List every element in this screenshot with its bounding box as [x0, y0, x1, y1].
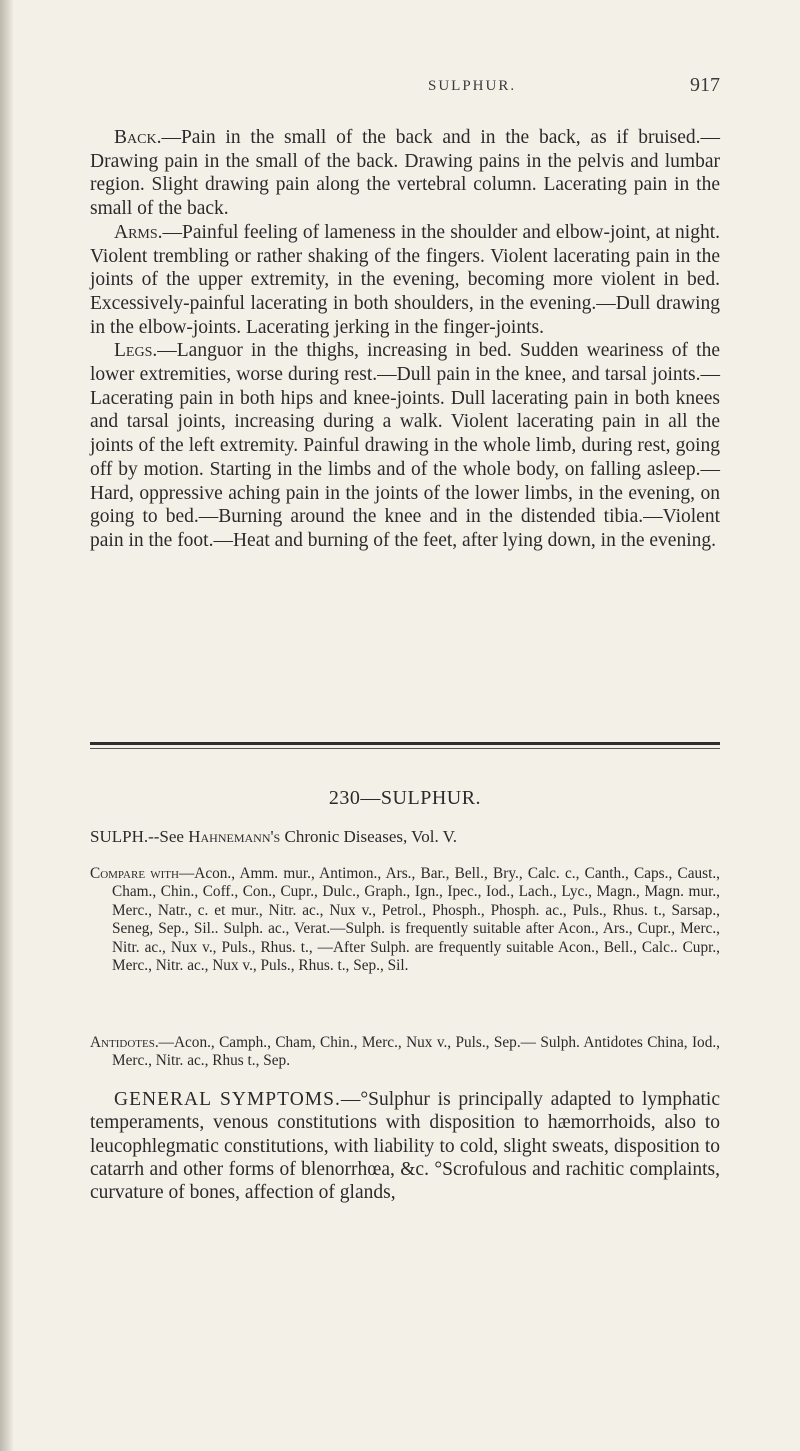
section-divider-thin	[90, 748, 720, 749]
back-text: —Pain in the small of the back and in the back, as if bruised.—Drawing pain in the small of the back. Drawing pains in the pelvis and lumbar region. Slight drawing pain along the vertebral column. Lacerating pain in the small of the back.	[90, 127, 720, 220]
compare-block	[90, 865, 720, 975]
see-suffix: Chronic Diseases, Vol. V.	[280, 827, 458, 846]
see-prefix: SULPH.--See	[90, 827, 189, 846]
arms-text: —Painful feeling of lameness in the shoulder and elbow-joint, at night. Violent trembling or rather shaking of the fingers. Violent lacerating pain in the joints of the upper extremity, in the evening, becoming more violent in bed. Excessively-painful lacerating in both shoulders, in the evening.—Dull drawing in the elbow-joints. Lacerating jerking in the finger-joints.	[90, 221, 720, 338]
arms-paragraph	[90, 221, 720, 340]
see-author: Hahnemann's	[188, 827, 281, 846]
compare-label: Compare with	[90, 865, 179, 882]
general-text: —°Sulphur is principally adapted to lymphatic temperaments, venous constitutions with disposition to hæmorrhoids, also to leucophlegmatic constitutions, with liability to cold, slight sweats, disposition to catarrh and other forms of blenorrhœa, &c. °Scrofulous and rachitic complaints, curvature of bones, affection of glands,	[90, 1089, 720, 1204]
symptom-text	[90, 126, 720, 553]
running-title: SULPHUR.	[428, 78, 517, 94]
page-gutter-shadow	[0, 0, 14, 1451]
antidotes-label: Antidotes.	[90, 1034, 159, 1051]
legs-label: Legs.	[114, 340, 158, 362]
running-head	[90, 74, 720, 104]
section-divider-thick	[90, 742, 720, 745]
general-label: GENERAL SYMPTOMS.	[114, 1089, 341, 1110]
back-paragraph	[90, 126, 720, 221]
legs-text: —Languor in the thighs, increasing in bed. Sudden weariness of the lower extremities, worse during rest.—Dull pain in the knee, and tarsal joints.—Lacerating pain in both hips and knee-joints. Dull lacerating pain in both knees and tarsal joints, increasing during a walk. Violent lacerating pain in all the joints of the left extremity. Painful drawing in the whole limb, during rest, going off by motion. Starting in the limbs and of the whole body, on falling asleep.—Hard, oppressive aching pain in the joints of the lower limbs, in the evening, on going to bed.—Burning around the knee and in the distended tibia.—Violent pain in the foot.—Heat and burning of the feet, after lying down, in the evening.	[90, 340, 720, 551]
section-heading: 230—SULPHUR.	[328, 787, 482, 809]
general-symptoms	[90, 1088, 720, 1204]
see-reference	[90, 827, 720, 847]
page-number: 917	[690, 74, 720, 96]
antidotes-block	[90, 1034, 720, 1071]
general-paragraph	[90, 1088, 720, 1204]
compare-text: —Acon., Amm. mur., Antimon., Ars., Bar., Bell., Bry., Calc. c., Canth., Caps., Caust., Cham., Chin., Coff., Con., Cupr., Dulc., Graph., Ign., Ipec., Iod., Lach., Lyc., Magn., Magn. mur., Merc., Natr., c. et mur., Nitr. ac., Nux v., Petrol., Phosph., Phosph. ac., Puls., Rhus. t., Sarsap., Seneg, Sep., Sil.. Sulph. ac., Verat.—Sulph. is frequently suitable after Acon., Ars., Cupr., Merc., Nitr. ac., Nux v., Puls., Rhus. t., —After Sulph. are frequently suitable Acon., Bell., Calc.. Cupr., Merc., Nitr. ac., Nux v., Puls., Rhus. t., Sep., Sil.	[112, 865, 720, 975]
compare-paragraph	[90, 865, 720, 975]
antidotes-paragraph	[90, 1034, 720, 1071]
back-label: Back.	[114, 127, 162, 148]
antidotes-text: —Acon., Camph., Cham, Chin., Merc., Nux v., Puls., Sep.— Sulph. Antidotes China, Iod., Merc., Nitr. ac., Rhus t., Sep.	[112, 1034, 720, 1070]
arms-label: Arms.	[114, 221, 163, 243]
legs-paragraph	[90, 339, 720, 552]
